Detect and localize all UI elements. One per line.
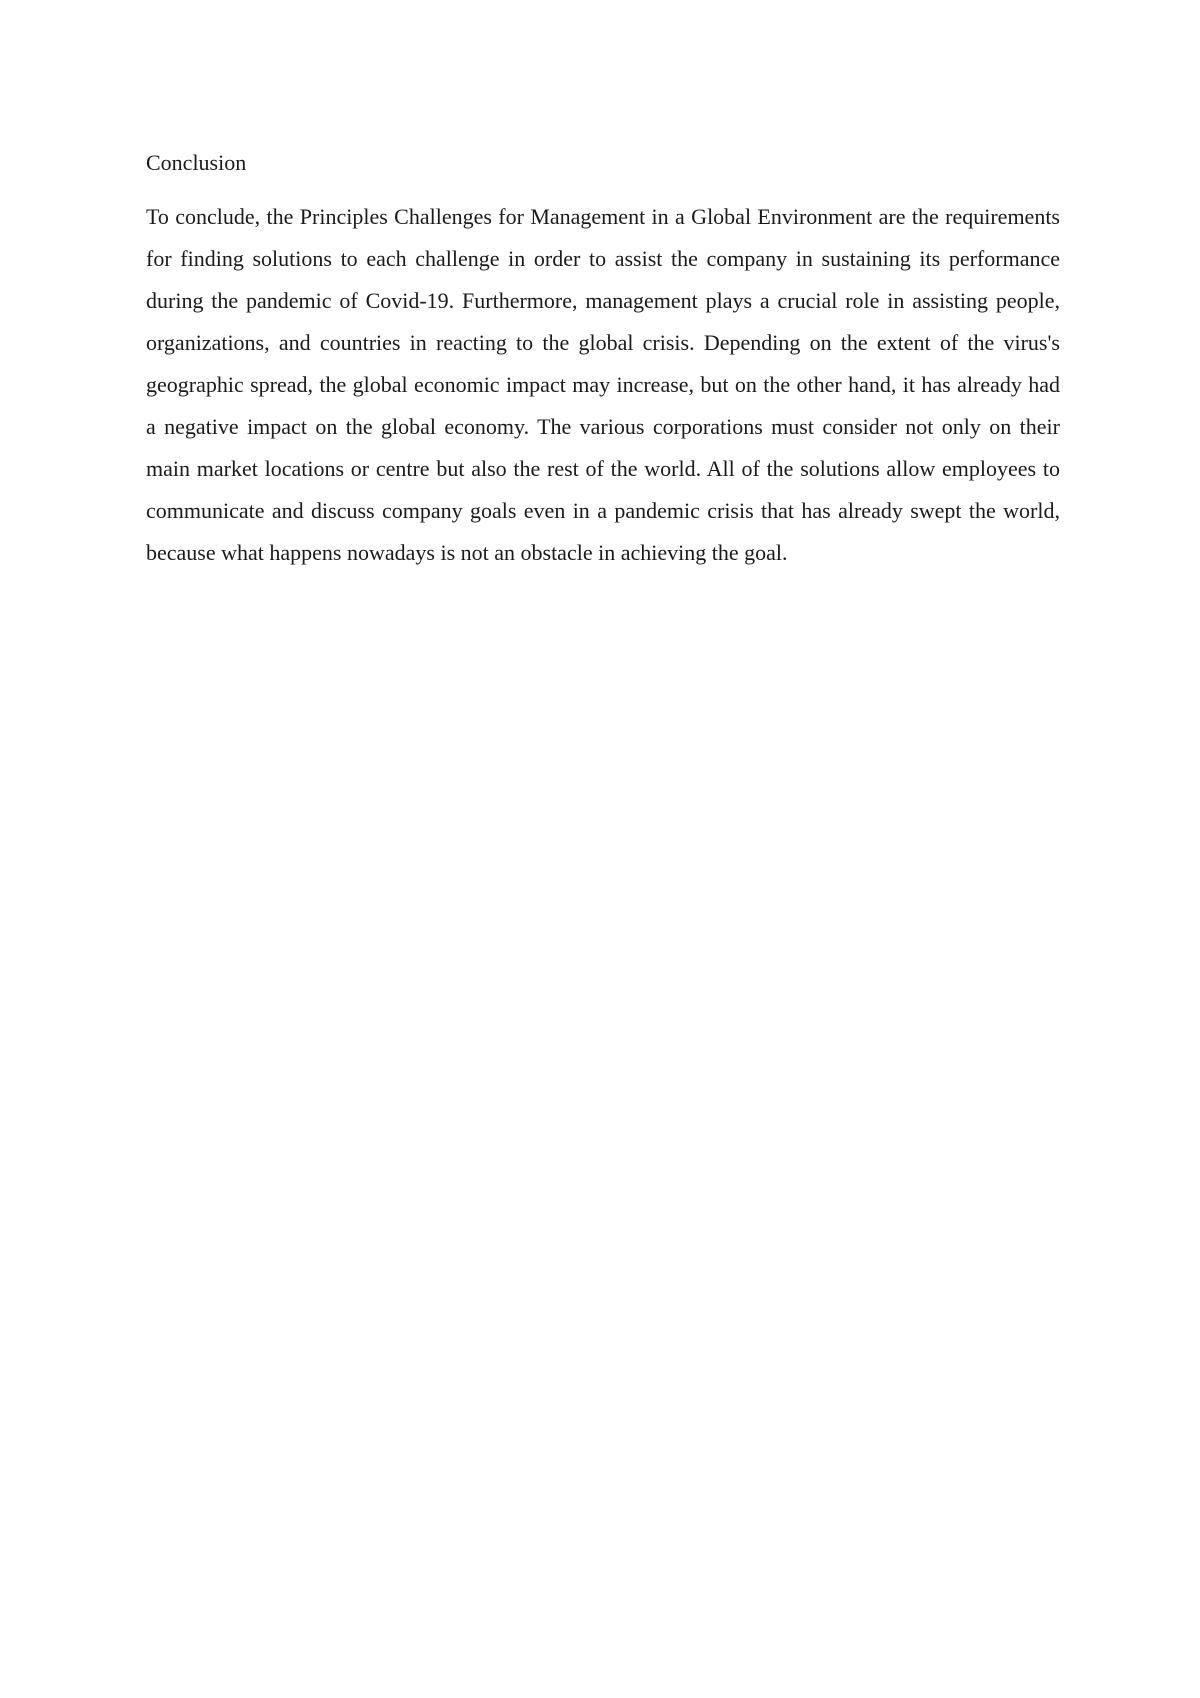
section-heading: Conclusion	[146, 150, 247, 175]
conclusion-paragraph: To conclude, the Principles Challenges for Management in a Global Environment are the requirements for finding solutions to each challenge in order to assist the company in sustaining its performance during the pandemic of Covid-19. Furthermore, management plays a crucial role in assisting people, organizations, and countries in reacting to the global crisis. Depending on the extent of the virus's geographic spread, the global economic impact may increase, but on the other hand, it has already had a negative impact on the global economy. The various corporations must consider not only on their main market locations or centre but also the rest of the world. All of the solutions allow employees to communicate and discuss company goals even in a pandemic crisis that has already swept the world, because what happens nowadays is not an obstacle in achieving the goal.	[146, 204, 1060, 565]
document-body	[146, 142, 1060, 574]
